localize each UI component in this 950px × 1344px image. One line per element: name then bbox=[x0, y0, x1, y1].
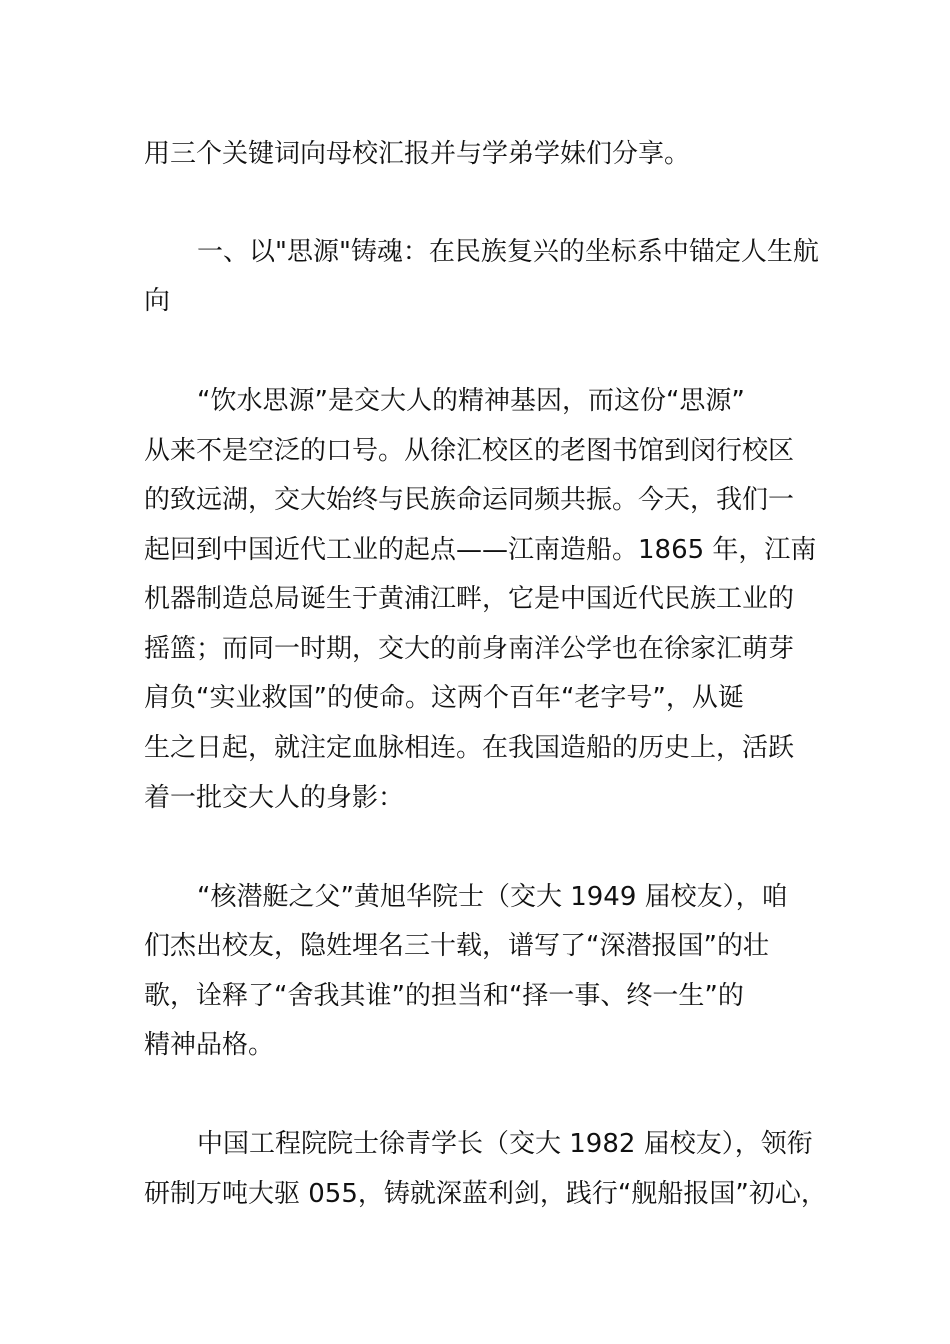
paragraph-line: 摇篮；而同一时期，交大的前身南洋公学也在徐家汇萌芽 bbox=[144, 634, 795, 664]
paragraph-line: 着一批交大人的身影： bbox=[144, 783, 405, 813]
paragraph-line: 研制万吨大驱 055，铸就深蓝利剑，践行“舰船报国”初心， bbox=[144, 1179, 827, 1209]
paragraph-line: 从来不是空泛的口号。从徐汇校区的老图书馆到闵行校区 bbox=[144, 436, 795, 466]
paragraph-line: “核潜艇之父”黄旭华院士（交大 1949 届校友），咱 bbox=[197, 882, 788, 912]
paragraph-line: 中国工程院院士徐青学长（交大 1982 届校友），领衔 bbox=[197, 1129, 813, 1159]
paragraph-line: 生之日起，就注定血脉相连。在我国造船的历史上，活跃 bbox=[144, 733, 795, 763]
paragraph-line: 精神品格。 bbox=[144, 1030, 275, 1060]
paragraph-line: 起回到中国近代工业的起点——江南造船。1865 年，江南 bbox=[144, 535, 817, 565]
text-line-intro: 用三个关键词向母校汇报并与学弟学妹们分享。 bbox=[144, 139, 691, 169]
paragraph-line: “饮水思源”是交大人的精神基因，而这份“思源” bbox=[197, 386, 745, 416]
section-heading-line-1: 一、以"思源"铸魂：在民族复兴的坐标系中锚定人生航 bbox=[197, 237, 819, 267]
paragraph-line: 们杰出校友，隐姓埋名三十载，谱写了“深潜报国”的壮 bbox=[144, 931, 769, 961]
paragraph-line: 歌，诠释了“舍我其谁”的担当和“择一事、终一生”的 bbox=[144, 981, 744, 1011]
paragraph-line: 肩负“实业救国”的使命。这两个百年“老字号”，从诞 bbox=[144, 683, 744, 713]
section-heading-line-2: 向 bbox=[144, 286, 171, 316]
paragraph-line: 的致远湖，交大始终与民族命运同频共振。今天，我们一 bbox=[144, 485, 795, 515]
paragraph-line: 机器制造总局诞生于黄浦江畔，它是中国近代民族工业的 bbox=[144, 584, 795, 614]
